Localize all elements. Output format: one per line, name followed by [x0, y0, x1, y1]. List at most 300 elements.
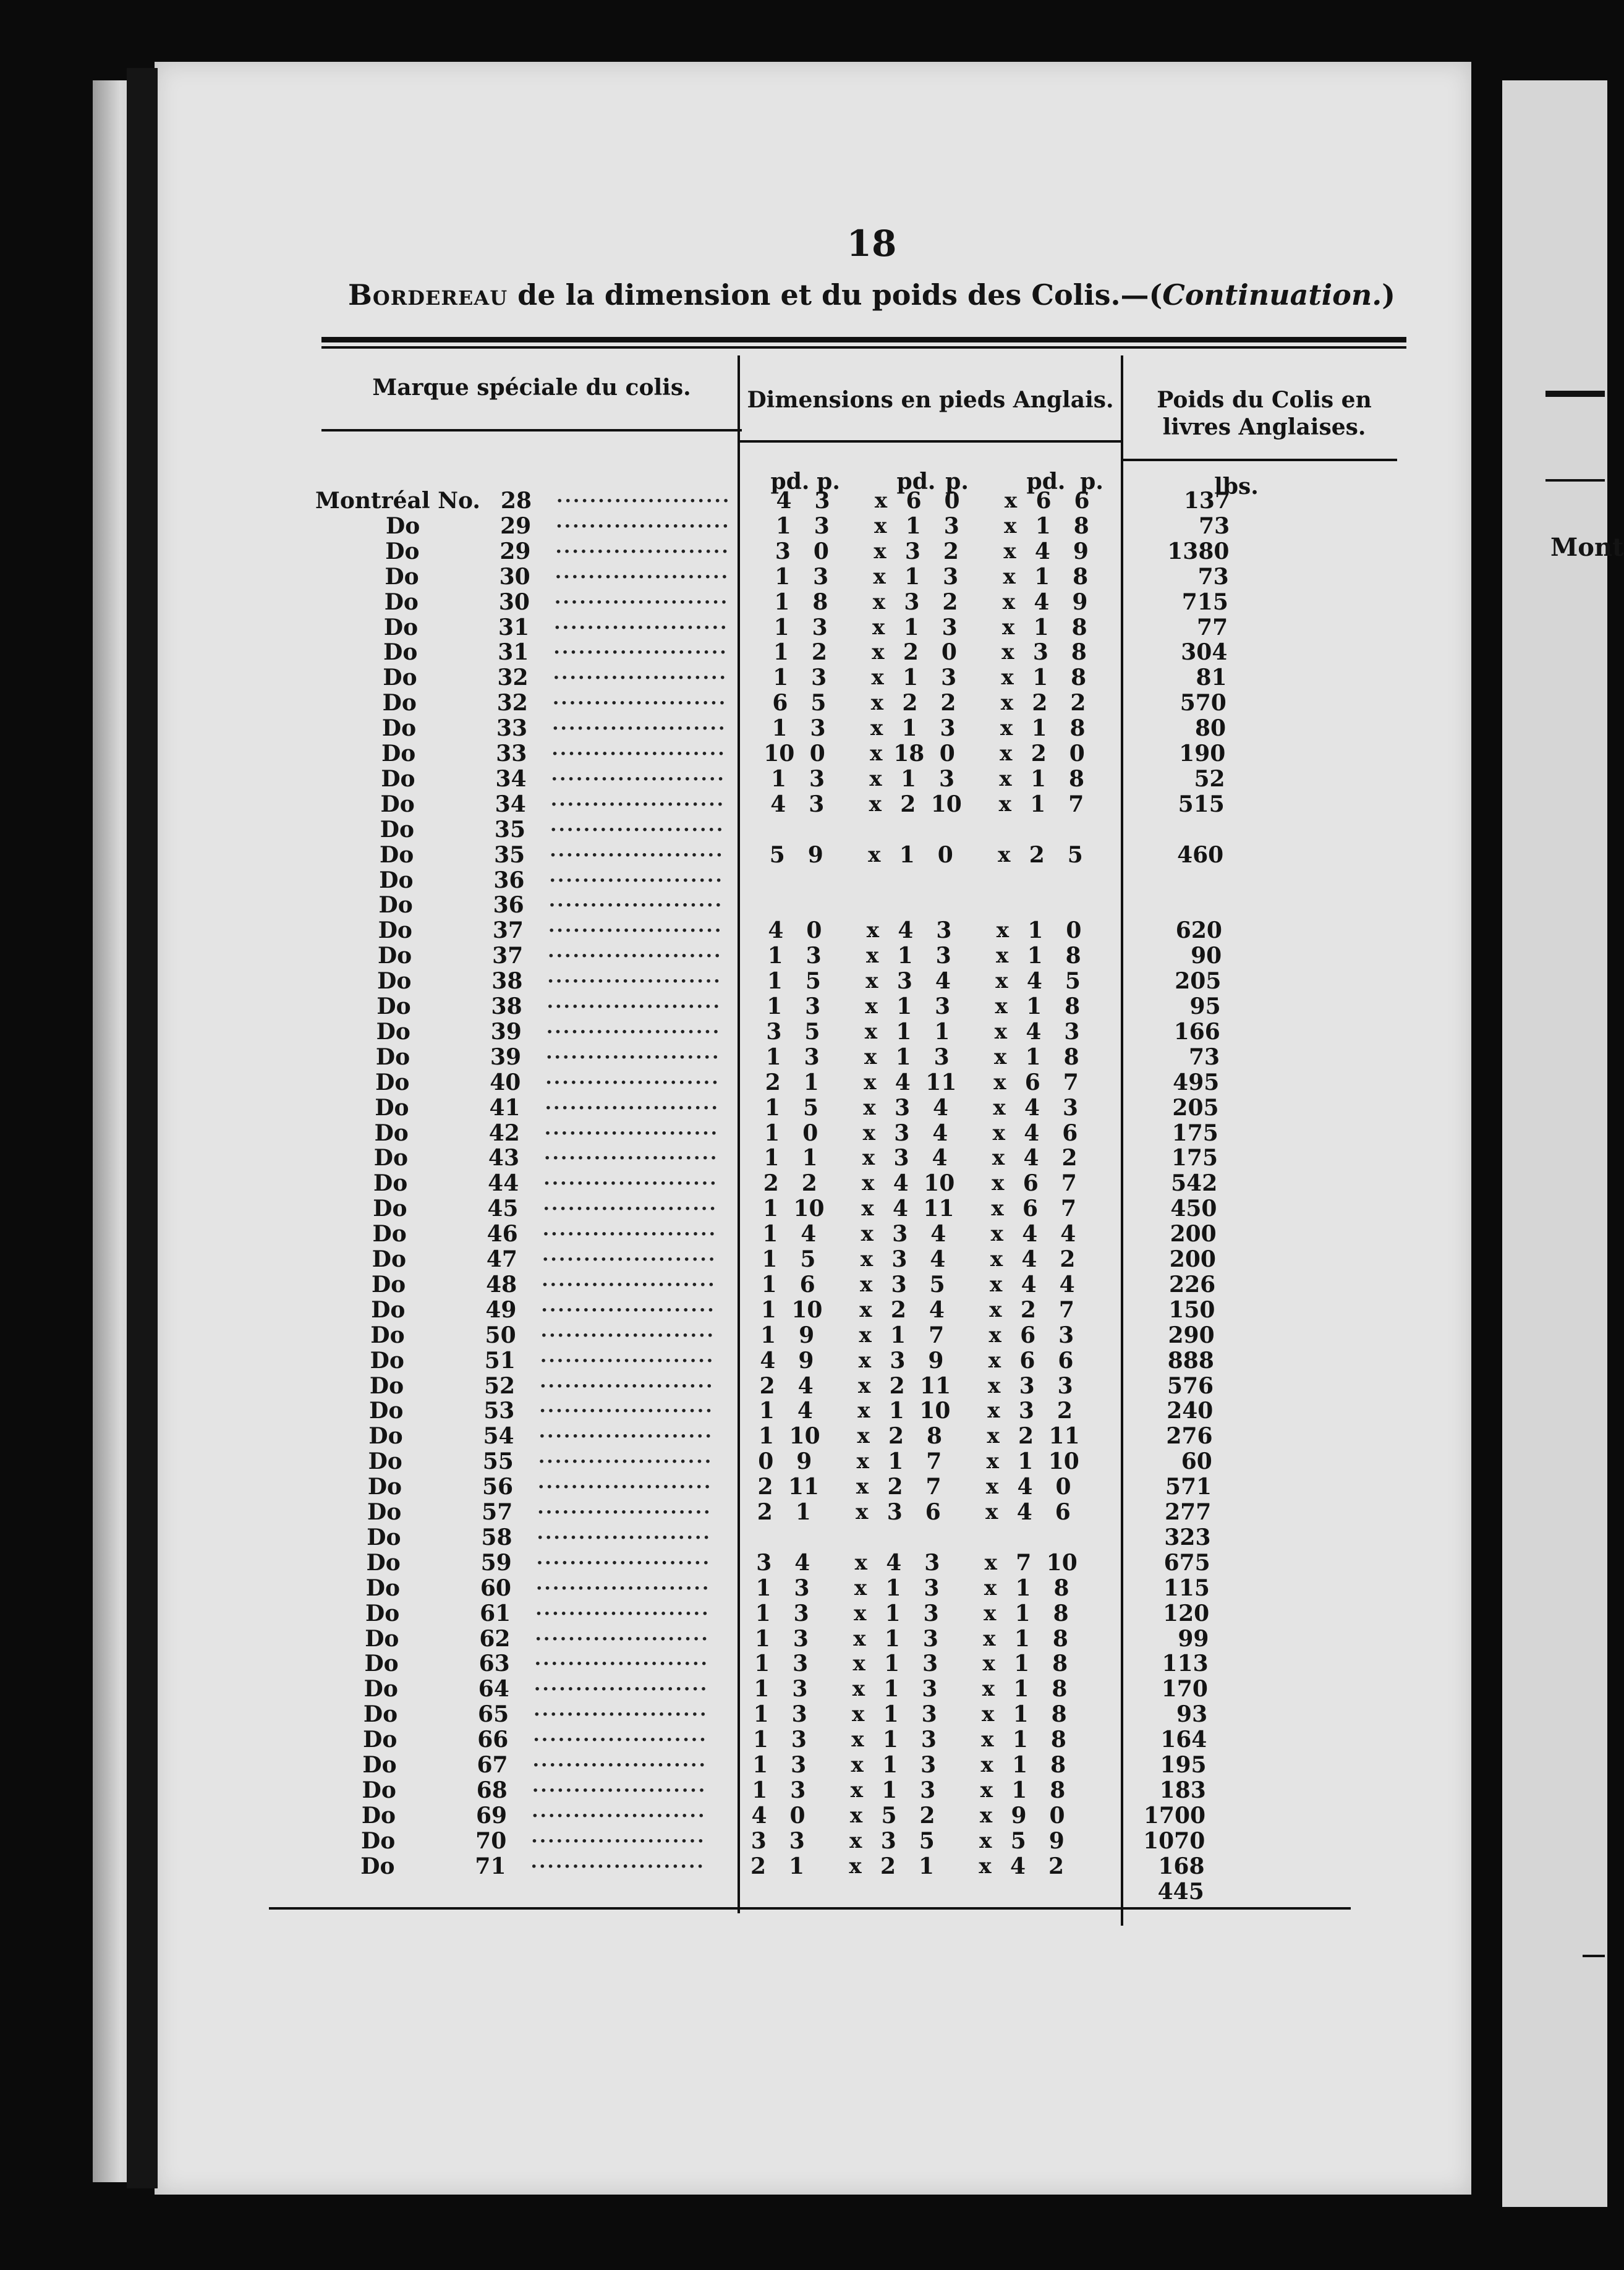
dimension-value: 4 — [1017, 1474, 1033, 1500]
dimension-value: 1 — [1014, 1651, 1030, 1677]
dimension-value: 3 — [922, 1651, 938, 1677]
dimension-value: 9 — [799, 1322, 815, 1348]
dot-leader: ····················· — [531, 1830, 706, 1852]
dimension-value: 1 — [759, 1398, 775, 1424]
dimension-value: 1 — [761, 1271, 777, 1298]
mark-label: Do — [367, 1499, 402, 1525]
times-sign: x — [1002, 614, 1015, 640]
mark-number: 62 — [479, 1625, 511, 1652]
dimension-value: 11 — [788, 1474, 820, 1500]
dimension-value: 3 — [794, 1575, 810, 1601]
dimension-value: 3 — [814, 512, 830, 539]
weight-value: 277 — [1165, 1499, 1212, 1525]
table-bottom-rule — [269, 1907, 1351, 1910]
dimension-value: 1 — [904, 563, 920, 590]
dimension-value: 9 — [796, 1448, 812, 1475]
dimension-value: 4 — [770, 791, 786, 817]
dimension-value: 10 — [930, 791, 962, 817]
mark-label: Do — [383, 639, 418, 666]
mark-label: Do — [367, 1474, 402, 1500]
times-sign: x — [992, 1171, 1005, 1196]
dimension-value: 5 — [769, 841, 785, 868]
dimension-value: 1 — [1014, 1600, 1031, 1626]
dimension-value: 3 — [891, 1246, 908, 1272]
dimension-value: 1 — [765, 1094, 781, 1121]
dimension-value: 2 — [757, 1499, 773, 1525]
dimension-value: 2 — [887, 1474, 903, 1500]
dot-leader: ····················· — [555, 566, 730, 588]
mark-label: Do — [376, 993, 411, 1019]
dimension-value: 3 — [791, 1727, 807, 1753]
dot-leader: ····················· — [551, 743, 726, 765]
weight-value: 137 — [1183, 488, 1230, 514]
times-sign: x — [852, 1677, 865, 1702]
dimension-value: 4 — [1024, 1094, 1040, 1121]
weight-value: 240 — [1167, 1398, 1214, 1424]
dimension-value: 1 — [752, 1752, 768, 1778]
mark-label: Do — [375, 1044, 410, 1070]
dimension-value: 9 — [1048, 1827, 1065, 1854]
dot-leader: ····················· — [542, 1249, 717, 1270]
dot-leader: ····················· — [543, 1173, 718, 1195]
times-sign: x — [985, 1474, 999, 1500]
dimension-value: 2 — [1070, 690, 1086, 716]
mark-label: Do — [375, 1069, 410, 1095]
weight-value: 1070 — [1143, 1827, 1205, 1854]
weight-value: 73 — [1197, 563, 1229, 590]
mark-number: 38 — [491, 968, 523, 995]
dimension-value: 5 — [1065, 968, 1081, 995]
mark-number: 43 — [488, 1145, 520, 1171]
times-sign: x — [1003, 564, 1016, 589]
weight-value: 99 — [1178, 1625, 1209, 1652]
dimension-value: 5 — [1010, 1827, 1026, 1854]
times-sign: x — [864, 1069, 877, 1095]
dimension-value: 7 — [1058, 1296, 1074, 1323]
mark-number: 52 — [484, 1372, 516, 1399]
mark-number: 39 — [490, 1044, 522, 1070]
dimension-value: 1 — [764, 1120, 780, 1146]
header-rule-mark — [321, 429, 742, 431]
mark-label: Do — [382, 690, 417, 716]
dimension-value: 1 — [762, 1196, 779, 1222]
times-sign: x — [996, 918, 1010, 943]
dot-leader: ····················· — [534, 1678, 709, 1701]
dimension-value: 1 — [903, 665, 919, 691]
times-sign: x — [872, 614, 885, 640]
dimension-value: 3 — [922, 1676, 938, 1702]
mark-label: Do — [383, 665, 417, 691]
dimension-value: 4 — [933, 1094, 949, 1121]
dimension-value: 4 — [1023, 1145, 1039, 1171]
mark-label: Do — [381, 715, 417, 742]
mark-label: Montréal No. — [315, 488, 480, 514]
dimension-value: 3 — [809, 765, 825, 792]
dot-leader: ····················· — [546, 996, 721, 1018]
dimension-value: 3 — [924, 1575, 940, 1601]
times-sign: x — [849, 1853, 862, 1879]
dimension-value: 2 — [919, 1802, 935, 1829]
mark-label: Do — [381, 765, 415, 792]
dimension-value: 3 — [806, 943, 822, 969]
mark-label: Do — [367, 1524, 401, 1550]
times-sign: x — [988, 1348, 1001, 1373]
dimension-value: 2 — [889, 1372, 905, 1399]
times-sign: x — [850, 1777, 863, 1803]
dimension-value: 3 — [811, 665, 827, 691]
times-sign: x — [865, 994, 878, 1019]
times-sign: x — [857, 1398, 870, 1424]
times-sign: x — [991, 1196, 1004, 1222]
dimension-value: 1 — [888, 1448, 904, 1475]
dimension-value: 8 — [1071, 639, 1087, 666]
times-sign: x — [862, 1120, 875, 1146]
mark-number: 59 — [480, 1549, 512, 1576]
times-sign: x — [859, 1322, 872, 1348]
dimension-value: 1 — [1026, 993, 1042, 1019]
dimension-value: 3 — [792, 1676, 808, 1702]
weight-value: 888 — [1167, 1347, 1214, 1374]
times-sign: x — [990, 1272, 1003, 1297]
dot-leader: ····················· — [537, 1526, 712, 1549]
dimension-value: 10 — [919, 1398, 951, 1424]
dimension-value: 3 — [880, 1827, 896, 1854]
dimension-value: 1 — [760, 1296, 776, 1323]
times-sign: x — [874, 488, 888, 513]
dimension-value: 1 — [918, 1853, 935, 1879]
dimension-value: 2 — [940, 690, 956, 716]
facing-page-rule — [1545, 479, 1605, 482]
dimension-value: 7 — [925, 1474, 942, 1500]
dimension-value: 1 — [884, 1625, 900, 1652]
dot-leader: ····················· — [556, 515, 731, 537]
dimension-value: 0 — [941, 639, 957, 666]
weight-value: 60 — [1181, 1448, 1212, 1475]
dimension-value: 5 — [805, 968, 821, 995]
weight-value: 93 — [1176, 1701, 1208, 1728]
times-sign: x — [874, 538, 886, 564]
dimension-value: 4 — [1034, 589, 1050, 615]
dimension-value: 1 — [1015, 1575, 1031, 1601]
dot-leader: ····················· — [535, 1602, 710, 1625]
dimension-value: 3 — [805, 993, 821, 1019]
dimension-value: 9 — [928, 1347, 944, 1374]
times-sign: x — [995, 969, 1008, 994]
mark-number: 37 — [492, 943, 524, 969]
dimension-value: 9 — [1011, 1802, 1027, 1829]
times-sign: x — [869, 791, 882, 817]
weight-value: 195 — [1160, 1752, 1207, 1778]
mark-number: 56 — [482, 1474, 514, 1500]
times-sign: x — [988, 1322, 1001, 1348]
dimension-value: 1 — [882, 1752, 898, 1778]
dot-leader: ····················· — [542, 1223, 718, 1246]
times-sign: x — [858, 1348, 872, 1373]
facing-page-text: Mont — [1550, 533, 1624, 562]
dimension-value: 3 — [924, 1549, 940, 1576]
times-sign: x — [1003, 538, 1016, 564]
dimension-value: 1 — [795, 1499, 811, 1525]
dimension-value: 3 — [1064, 1018, 1080, 1045]
dimension-value: 4 — [935, 968, 951, 995]
mark-label: Do — [369, 1372, 404, 1399]
times-sign: x — [1004, 488, 1018, 513]
dimension-value: 3 — [936, 917, 952, 944]
dimension-value: 2 — [757, 1474, 773, 1500]
mark-number: 51 — [484, 1347, 516, 1374]
dimension-value: 4 — [760, 1347, 776, 1374]
dimension-value: 1 — [1032, 665, 1048, 691]
dimension-value: 3 — [789, 1827, 805, 1854]
dimension-value: 7 — [929, 1322, 945, 1348]
dimension-value: 3 — [810, 715, 826, 742]
dimension-value: 3 — [892, 1221, 908, 1248]
dot-leader: ····················· — [538, 1426, 713, 1448]
mark-label: Do — [380, 791, 415, 817]
weight-value: 200 — [1169, 1246, 1216, 1272]
mark-number: 69 — [475, 1802, 508, 1829]
dimension-value: 9 — [1072, 589, 1088, 615]
dimension-value: 8 — [1065, 943, 1081, 969]
dimension-value: 1 — [1027, 943, 1043, 969]
dimension-value: 1 — [899, 841, 915, 868]
dot-leader: ····················· — [550, 844, 725, 866]
times-sign: x — [870, 741, 883, 766]
times-sign: x — [869, 766, 882, 791]
weight-value: 164 — [1160, 1727, 1207, 1753]
dimension-value: 1 — [890, 1322, 906, 1348]
mark-label: Do — [363, 1727, 397, 1753]
dimension-value: 1 — [885, 1600, 901, 1626]
dimension-value: 8 — [1069, 765, 1085, 792]
dimension-value: 10 — [924, 1170, 955, 1197]
dimension-value: 2 — [943, 538, 959, 564]
dimension-value: 10 — [1048, 1448, 1079, 1475]
dot-leader: ····················· — [552, 718, 727, 740]
dimension-value: 1 — [882, 1727, 898, 1753]
dimension-value: 8 — [1071, 665, 1087, 691]
dimension-value: 4 — [797, 1398, 813, 1424]
dimension-value: 0 — [937, 841, 953, 868]
mark-number: 50 — [485, 1322, 516, 1348]
mark-number: 30 — [498, 589, 530, 615]
dimension-value: 6 — [1055, 1499, 1071, 1525]
times-sign: x — [992, 1120, 1005, 1146]
dimension-value: 10 — [763, 741, 795, 767]
mark-label: Do — [385, 538, 420, 564]
dimension-value: 9 — [798, 1347, 814, 1374]
dimension-value: 1 — [788, 1853, 805, 1879]
mark-label: Do — [368, 1423, 403, 1450]
dot-leader: ····················· — [536, 1552, 712, 1574]
page-title — [346, 278, 1397, 312]
dimension-value: 1 — [896, 1018, 912, 1045]
dimension-value: 8 — [1050, 1727, 1066, 1753]
dimension-value: 4 — [932, 1145, 948, 1171]
times-sign: x — [986, 1449, 999, 1474]
weight-value: 170 — [1161, 1676, 1208, 1702]
dimension-value: 1 — [1011, 1777, 1027, 1803]
dimension-value: 2 — [1032, 690, 1048, 716]
mark-number: 32 — [497, 665, 529, 691]
mark-number: 31 — [498, 639, 529, 666]
dimension-value: 0 — [806, 917, 822, 944]
header-mark: Marque spéciale du colis. — [372, 375, 691, 401]
mark-number: 54 — [483, 1423, 514, 1450]
facing-page-rule — [1545, 391, 1605, 397]
times-sign: x — [993, 1095, 1006, 1120]
dimension-value: 3 — [935, 993, 951, 1019]
dimension-value: 4 — [1010, 1853, 1026, 1879]
dimension-value: 1 — [883, 1701, 899, 1728]
dimension-value: 1 — [803, 1069, 819, 1095]
dot-leader: ····················· — [556, 490, 731, 512]
dimension-value: 4 — [930, 1221, 946, 1248]
dimension-value: 4 — [776, 488, 792, 514]
dimension-value: 10 — [1046, 1549, 1078, 1576]
dot-leader: ····················· — [548, 945, 723, 967]
mark-number: 29 — [500, 538, 531, 564]
dimension-value: 11 — [925, 1069, 957, 1095]
dot-leader: ····················· — [542, 1273, 716, 1296]
dimension-value: 7 — [1063, 1069, 1079, 1095]
times-sign: x — [1001, 665, 1014, 691]
dot-leader: ····················· — [539, 1400, 714, 1422]
mark-number: 66 — [477, 1727, 509, 1753]
header-weight: Poids du Colis en livres Anglaises. — [1157, 387, 1372, 440]
dot-leader: ····················· — [553, 642, 728, 664]
dimension-value: 4 — [794, 1549, 810, 1576]
mark-number: 44 — [488, 1170, 519, 1197]
weight-value: 620 — [1175, 917, 1222, 944]
dimension-value: 1 — [885, 1575, 901, 1601]
times-sign: x — [993, 1069, 1006, 1095]
weight-value: 715 — [1181, 589, 1228, 615]
dimension-value: 1 — [934, 1018, 950, 1045]
dot-leader: ····················· — [538, 1476, 713, 1498]
dimension-value: 5 — [800, 1246, 816, 1272]
times-sign: x — [987, 1398, 1000, 1424]
dimension-value: 1 — [773, 614, 789, 640]
dimension-value: 1 — [1030, 791, 1046, 817]
dimension-value: 4 — [1024, 1120, 1040, 1146]
dimension-value: 1 — [775, 563, 791, 590]
dimension-value: 4 — [895, 1069, 911, 1095]
mark-label: Do — [362, 1752, 397, 1778]
dimension-value: 3 — [939, 765, 955, 792]
mark-label: Do — [368, 1448, 402, 1475]
mark-number: 38 — [491, 993, 522, 1019]
facing-page — [1502, 80, 1607, 2207]
dot-leader: ····················· — [534, 1653, 710, 1675]
dimension-value: 1 — [763, 1145, 780, 1171]
mark-label: Do — [380, 816, 415, 843]
column-divider-1 — [738, 355, 740, 1913]
dimension-value: 1 — [767, 968, 783, 995]
dimension-value: 4 — [768, 917, 784, 944]
times-sign: x — [857, 1424, 870, 1449]
dimension-value: 6 — [1022, 1196, 1039, 1222]
dimension-value: 1 — [1013, 1676, 1029, 1702]
dimension-value: 1 — [762, 1221, 778, 1248]
dimension-value: 1 — [1012, 1727, 1028, 1753]
dimension-value: 2 — [801, 1170, 817, 1197]
dimension-value: 2 — [1029, 841, 1045, 868]
table-top-rule-thin — [321, 346, 1406, 349]
dimension-value: 11 — [1048, 1423, 1080, 1450]
mark-number: 63 — [478, 1651, 510, 1677]
dimension-value: 1 — [755, 1575, 772, 1601]
weight-value: 120 — [1163, 1600, 1210, 1626]
dimension-value: 9 — [807, 841, 823, 868]
mark-number: 61 — [480, 1600, 511, 1626]
weight-value: 304 — [1181, 639, 1228, 666]
weight-value: 290 — [1168, 1322, 1215, 1348]
mark-number: 41 — [489, 1094, 521, 1121]
title-lead: Bordereau — [347, 278, 508, 312]
weight-value: 77 — [1197, 614, 1228, 640]
dot-leader: ····················· — [532, 1779, 707, 1801]
dimension-value: 3 — [1063, 1094, 1079, 1121]
times-sign: x — [851, 1753, 864, 1777]
dimension-value: 0 — [813, 538, 829, 564]
times-sign: x — [1004, 513, 1017, 538]
dimension-value: 8 — [1069, 715, 1086, 742]
dimension-value: 3 — [793, 1651, 809, 1677]
dimension-value: 1 — [774, 589, 790, 615]
mark-label: Do — [380, 841, 414, 868]
dimension-value: 2 — [1060, 1246, 1076, 1272]
header-dimensions: Dimensions en pieds Anglais. — [747, 387, 1114, 413]
times-sign: x — [982, 1677, 995, 1702]
dimension-value: 3 — [790, 1777, 806, 1803]
dimension-value: 5 — [804, 1018, 820, 1045]
dimension-value: 0 — [809, 741, 825, 767]
weight-value: 495 — [1173, 1069, 1220, 1095]
dimension-value: 1 — [754, 1676, 770, 1702]
mark-number: 32 — [496, 690, 528, 716]
times-sign: x — [856, 1500, 869, 1524]
dimension-value: 3 — [804, 1044, 820, 1070]
dimension-value: 3 — [943, 512, 959, 539]
dimension-value: 3 — [920, 1752, 937, 1778]
dimension-value: 3 — [813, 563, 829, 590]
weight-value: 168 — [1158, 1853, 1205, 1879]
times-sign: x — [1000, 691, 1013, 716]
mark-number: 31 — [498, 614, 530, 640]
dimension-value: 8 — [1050, 1752, 1066, 1778]
dimension-value: 1 — [905, 512, 921, 539]
times-sign: x — [851, 1702, 865, 1727]
dimension-value: 4 — [1060, 1221, 1076, 1248]
mark-number: 34 — [495, 765, 527, 792]
dimension-value: 4 — [751, 1802, 767, 1829]
subheader-pd: pd. — [770, 469, 810, 495]
dimension-value: 8 — [1052, 1676, 1068, 1702]
weight-value: 1700 — [1143, 1802, 1206, 1829]
mark-label: Do — [369, 1398, 404, 1424]
mark-label: Do — [375, 1094, 409, 1121]
dimension-value: 1 — [767, 993, 783, 1019]
dimension-value: 1 — [1012, 1752, 1028, 1778]
dimension-value: 6 — [772, 690, 788, 716]
dot-leader: ····················· — [541, 1299, 716, 1321]
dimension-value: 6 — [1062, 1120, 1078, 1146]
dimension-value: 3 — [904, 538, 920, 564]
dimension-value: 8 — [1052, 1625, 1068, 1652]
mark-number: 39 — [490, 1018, 522, 1045]
dot-leader: ····················· — [554, 616, 729, 639]
